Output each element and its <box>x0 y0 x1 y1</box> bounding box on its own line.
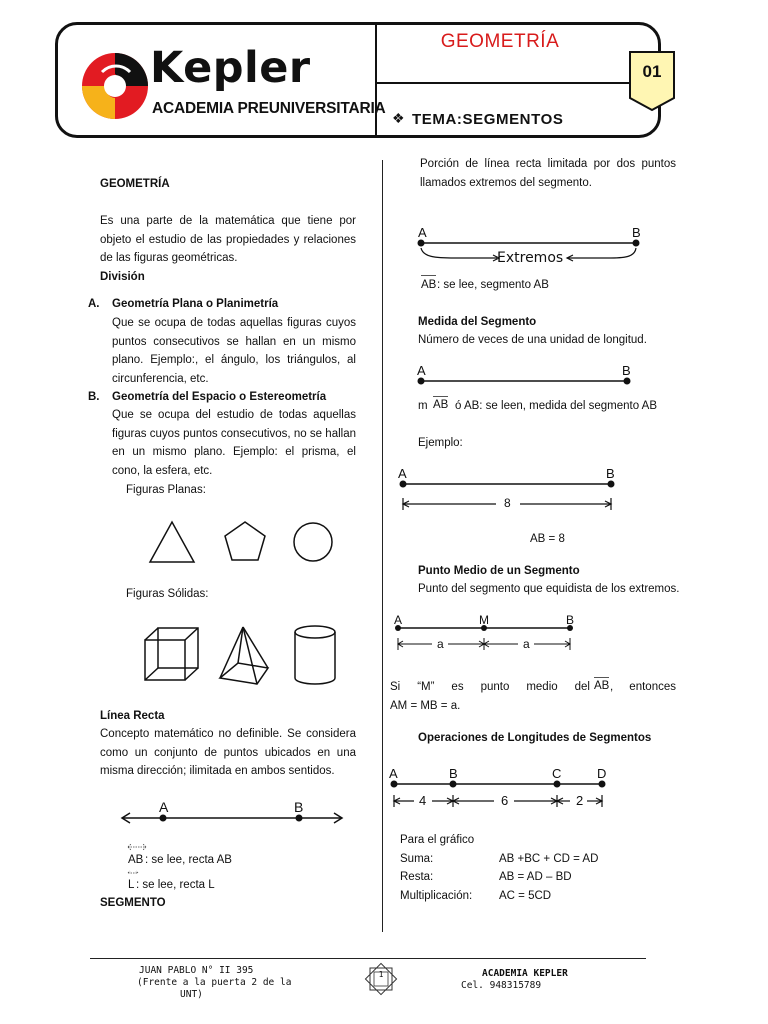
solid-figures-drawing <box>140 620 340 690</box>
triangle-shape <box>150 522 194 562</box>
footer-page-number: 1 <box>378 970 384 979</box>
brand-subtitle: ACADEMIA PREUNIVERSITARIA <box>152 100 386 117</box>
fig3-length-label: 8 <box>504 496 511 510</box>
footer-academy: ACADEMIA KEPLER <box>482 968 568 979</box>
fig1-point-a-label: A <box>418 225 427 240</box>
operation-label: Resta: <box>400 871 434 883</box>
operation-label: Multiplicación: <box>400 890 473 902</box>
topic-title: TEMA:SEGMENTOS <box>412 111 564 128</box>
notation-l-symbol: L <box>128 879 135 891</box>
brand-name: Kepler <box>150 43 311 93</box>
cube-shape <box>145 628 198 680</box>
fig1-extremos-label: Extremos <box>497 250 564 266</box>
intro-paragraph: Es una parte de la matemática que tiene por objeto el estudio de las propiedades y relaciones de las figuras geométricas. <box>100 215 356 264</box>
midpoint-sentence-part1: Si “M” es punto medio del <box>390 681 590 693</box>
operation-expression: AB +BC + CD = AD <box>499 853 599 865</box>
measure-heading: Medida del Segmento <box>418 316 537 328</box>
measure-read-text: ó AB: se leen, medida del segmento AB <box>455 400 658 412</box>
footer-address-line2: (Frente a la puerta 2 de la <box>137 977 292 988</box>
fig3-point-a-label: A <box>398 466 407 481</box>
fig4-length-1: a <box>437 637 444 651</box>
fig5-point-a-label: A <box>389 766 398 781</box>
midpoint-sentence-part2: , entonces <box>610 681 676 693</box>
footer-address-line1: JUAN PABLO N° II 395 <box>139 965 254 976</box>
fig1-point-b-label: B <box>632 225 641 240</box>
item-a-title: Geometría Plana o Planimetría <box>112 298 279 310</box>
fig4-point-m-label: M <box>479 613 489 627</box>
measure-segment-figure <box>415 373 635 387</box>
diamond-bullet-icon: ❖ <box>392 110 405 126</box>
footer-rule <box>90 958 646 959</box>
header-divider <box>375 22 377 138</box>
fig2-point-b-label: B <box>622 363 631 378</box>
example-label: Ejemplo: <box>418 437 463 449</box>
division-heading: División <box>100 271 145 283</box>
midpoint-text: Punto del segmento que equidista de los extremos. <box>418 583 680 595</box>
operations-heading: Operaciones de Longitudes de Segmentos <box>418 732 652 744</box>
kepler-logo-icon <box>80 50 152 122</box>
item-b-marker: B. <box>88 391 100 403</box>
column-divider <box>382 160 383 932</box>
segment-symbol: AB <box>421 279 437 291</box>
line-notation-arrow-icon <box>127 843 147 851</box>
plane-figures-label: Figuras Planas: <box>126 484 206 496</box>
fig5-point-b-label: B <box>449 766 458 781</box>
fig3-point-b-label: B <box>606 466 615 481</box>
operations-intro: Para el gráfico <box>400 834 475 846</box>
line-definition: Concepto matemático no definible. Se considera como un conjunto de puntos ubicados en una misma dirección; ilimitada en ambos sentidos. <box>100 728 356 777</box>
course-title: GEOMETRÍA <box>440 31 560 52</box>
fig5-point-d-label: D <box>597 766 607 781</box>
page-badge-number: 01 <box>642 62 662 81</box>
midpoint-heading: Punto Medio de un Segmento <box>418 565 580 577</box>
plane-figures-drawing <box>140 515 340 570</box>
number-badge <box>628 50 678 114</box>
segment-read-text: : se lee, segmento AB <box>437 279 549 291</box>
line-point-a-label: A <box>159 799 169 815</box>
midpoint-sentence-part3: AM = MB = a. <box>390 700 461 712</box>
fig5-length-1: 4 <box>419 793 427 808</box>
midpoint-symbol: AB <box>594 680 610 692</box>
item-a-text: Que se ocupa de todas aquellas figuras cuyos puntos consecutivos se hallan en un mismo plano. Ejemplo:, el ángulo, los triángulos, al circunferencia, etc. <box>112 317 356 385</box>
line-ab-figure <box>118 798 348 828</box>
item-a-marker: A. <box>88 298 100 310</box>
operation-expression: AC = 5CD <box>499 890 552 902</box>
fig4-point-b-label: B <box>566 613 575 627</box>
cylinder-shape <box>295 626 335 684</box>
pyramid-shape <box>220 627 268 684</box>
notation-ab-text: : se lee, recta AB <box>145 854 232 866</box>
circle-shape <box>294 523 332 561</box>
item-b-text: Que se ocupa del estudio de todas aquellas figuras cuyos puntos consecutivos, no se hallan en un mismo plano. Ejemplo: el prisma, el cono, la esfera, etc. <box>112 409 356 477</box>
footer-address-line3: UNT) <box>180 989 203 1000</box>
fig5-length-2: 6 <box>501 793 509 808</box>
fig4-length-2: a <box>523 637 530 651</box>
footer-phone: Cel. 948315789 <box>461 980 542 991</box>
operation-label: Suma: <box>400 853 434 865</box>
measure-m-letter: m <box>418 400 428 412</box>
segment-definition: Porción de línea recta limitada por dos puntos llamados extremos del segmento. <box>420 158 676 189</box>
measure-text: Número de veces de una unidad de longitud. <box>418 334 647 346</box>
line-point-b-label: B <box>294 799 304 815</box>
header-rule <box>377 82 659 84</box>
segment-heading: SEGMENTO <box>100 897 166 909</box>
fig2-point-a-label: A <box>417 363 426 378</box>
fig5-length-3: 2 <box>576 793 584 808</box>
notation-l-text: : se lee, recta L <box>136 879 215 891</box>
measure-symbol: AB <box>433 399 449 411</box>
line-heading: Línea Recta <box>100 710 165 722</box>
section-title: GEOMETRÍA <box>100 178 170 190</box>
item-b-title: Geometría del Espacio o Estereometría <box>112 391 327 403</box>
pentagon-shape <box>225 522 265 560</box>
fig4-point-a-label: A <box>394 613 403 627</box>
solid-figures-label: Figuras Sólidas: <box>126 588 209 600</box>
operation-expression: AB = AD – BD <box>499 871 572 883</box>
notation-ab-symbol: AB <box>128 854 144 866</box>
fig5-point-c-label: C <box>552 766 562 781</box>
example-result: AB = 8 <box>530 533 565 545</box>
